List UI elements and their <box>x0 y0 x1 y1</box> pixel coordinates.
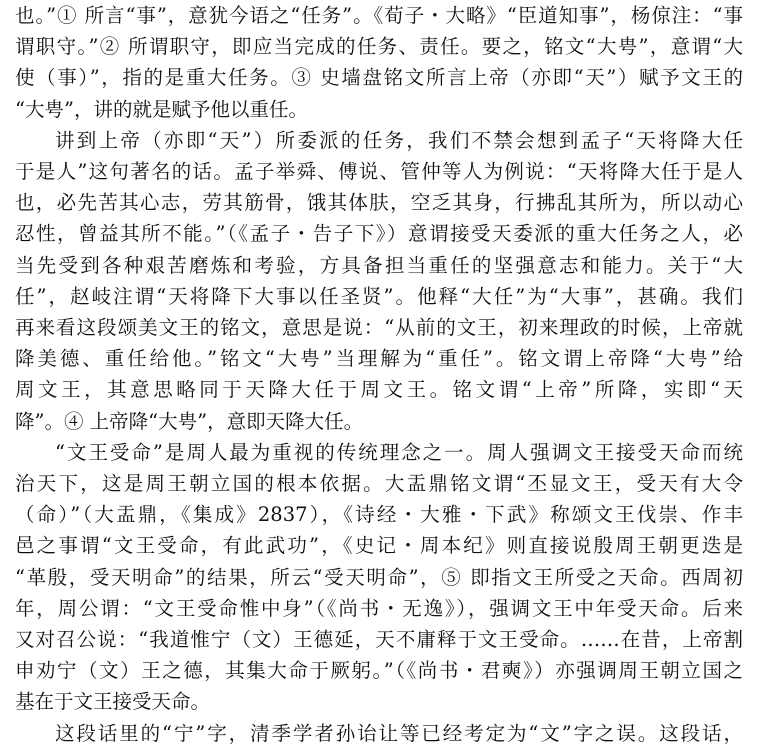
text-line: 周文王，其意思略同于天降大任于周文王。铭文谓“上帝”所降，实即“天 <box>15 378 743 402</box>
text-line: （命）”（大盂鼎，《集成》2837），《诗经・大雅・下武》称颂文王伐崇、作丰 <box>15 503 743 527</box>
text-line: 再来看这段颂美文王的铭文，意思是说：“从前的文王，初来理政的时候，上帝就 <box>15 316 743 339</box>
paragraph-start-line: 讲到上帝（亦即“天”）所委派的任务，我们不禁会想到孟子“天将降大任 <box>55 128 743 152</box>
text-line: 降”。④ 上帝降“大甹”，意即天降大任。 <box>15 409 364 433</box>
text-line: 邑之事谓“文王受命，有此武功”，《史记・周本纪》则直接说殷周王朝更迭是 <box>15 534 743 558</box>
text-line: 年，周公谓：“文王受命惟中身”（《尚书・无逸》），强调文王中年受天命。后来 <box>15 596 743 620</box>
text-line: 于是人”这句著名的话。孟子举舜、傅说、管仲等人为例说：“天将降大任于是人 <box>15 160 743 183</box>
text-line: 当先受到各种艰苦磨炼和考验，方具备担当重任的坚强意志和能力。关于“大 <box>15 253 743 277</box>
text-line: 使（事）”，指的是重大任务。③ 史墙盘铭文所言上帝（亦即“天”）赋予文王的 <box>15 66 743 90</box>
text-line: 又对召公说：“我道惟宁（文）王德延，天不庸释于文王受命。……在昔，上帝割 <box>15 628 743 651</box>
text-line: 治天下，这是周王朝立国的根本依据。大盂鼎铭文谓“丕显文王，受天有大令 <box>15 472 743 495</box>
text-line: 降美德、重任给他。”铭文“大甹”当理解为“重任”。铭文谓上帝降“大甹”给 <box>15 347 743 371</box>
text-line: 也，必先苦其心志，劳其筋骨，饿其体肤，空乏其身，行拂乱其所为，所以动心 <box>15 191 743 215</box>
text-line: 申劝宁（文）王之德，其集大命于厥躬。”（《尚书・君奭》）亦强调周王朝立国之 <box>15 659 743 683</box>
paragraph-start-line: 这段话里的“宁”字，清季学者孙诒让等已经考定为“文”字之误。这段话， <box>55 721 743 745</box>
paragraph-start-line: “文王受命”是周人最为重视的传统理念之一。周人强调文王接受天命而统 <box>55 440 743 464</box>
text-line: “革殷，受天明命”的结果，所云“受天明命”，⑤ 即指文王所受之天命。西周初 <box>15 565 743 589</box>
text-line: “大甹”，讲的就是赋予他以重任。 <box>15 97 308 121</box>
text-line: 也。”① 所言“事”，意犹今语之“任务”。《荀子・大略》“臣道知事”，杨倞注：“事 <box>15 4 743 27</box>
text-line: 任”，赵岐注谓“天将降下大事以任圣贤”。他释“大任”为“大事”，甚确。我们 <box>15 284 743 308</box>
text-line: 基在于文王接受天命。 <box>15 690 211 714</box>
text-line: 忍性，曾益其所不能。”（《孟子・告子下》）意谓接受天委派的重大任务之人，必 <box>15 222 743 246</box>
text-line: 谓职守。”② 所谓职守，即应当完成的任务、责任。要之，铭文“大甹”，意谓“大 <box>15 35 743 59</box>
